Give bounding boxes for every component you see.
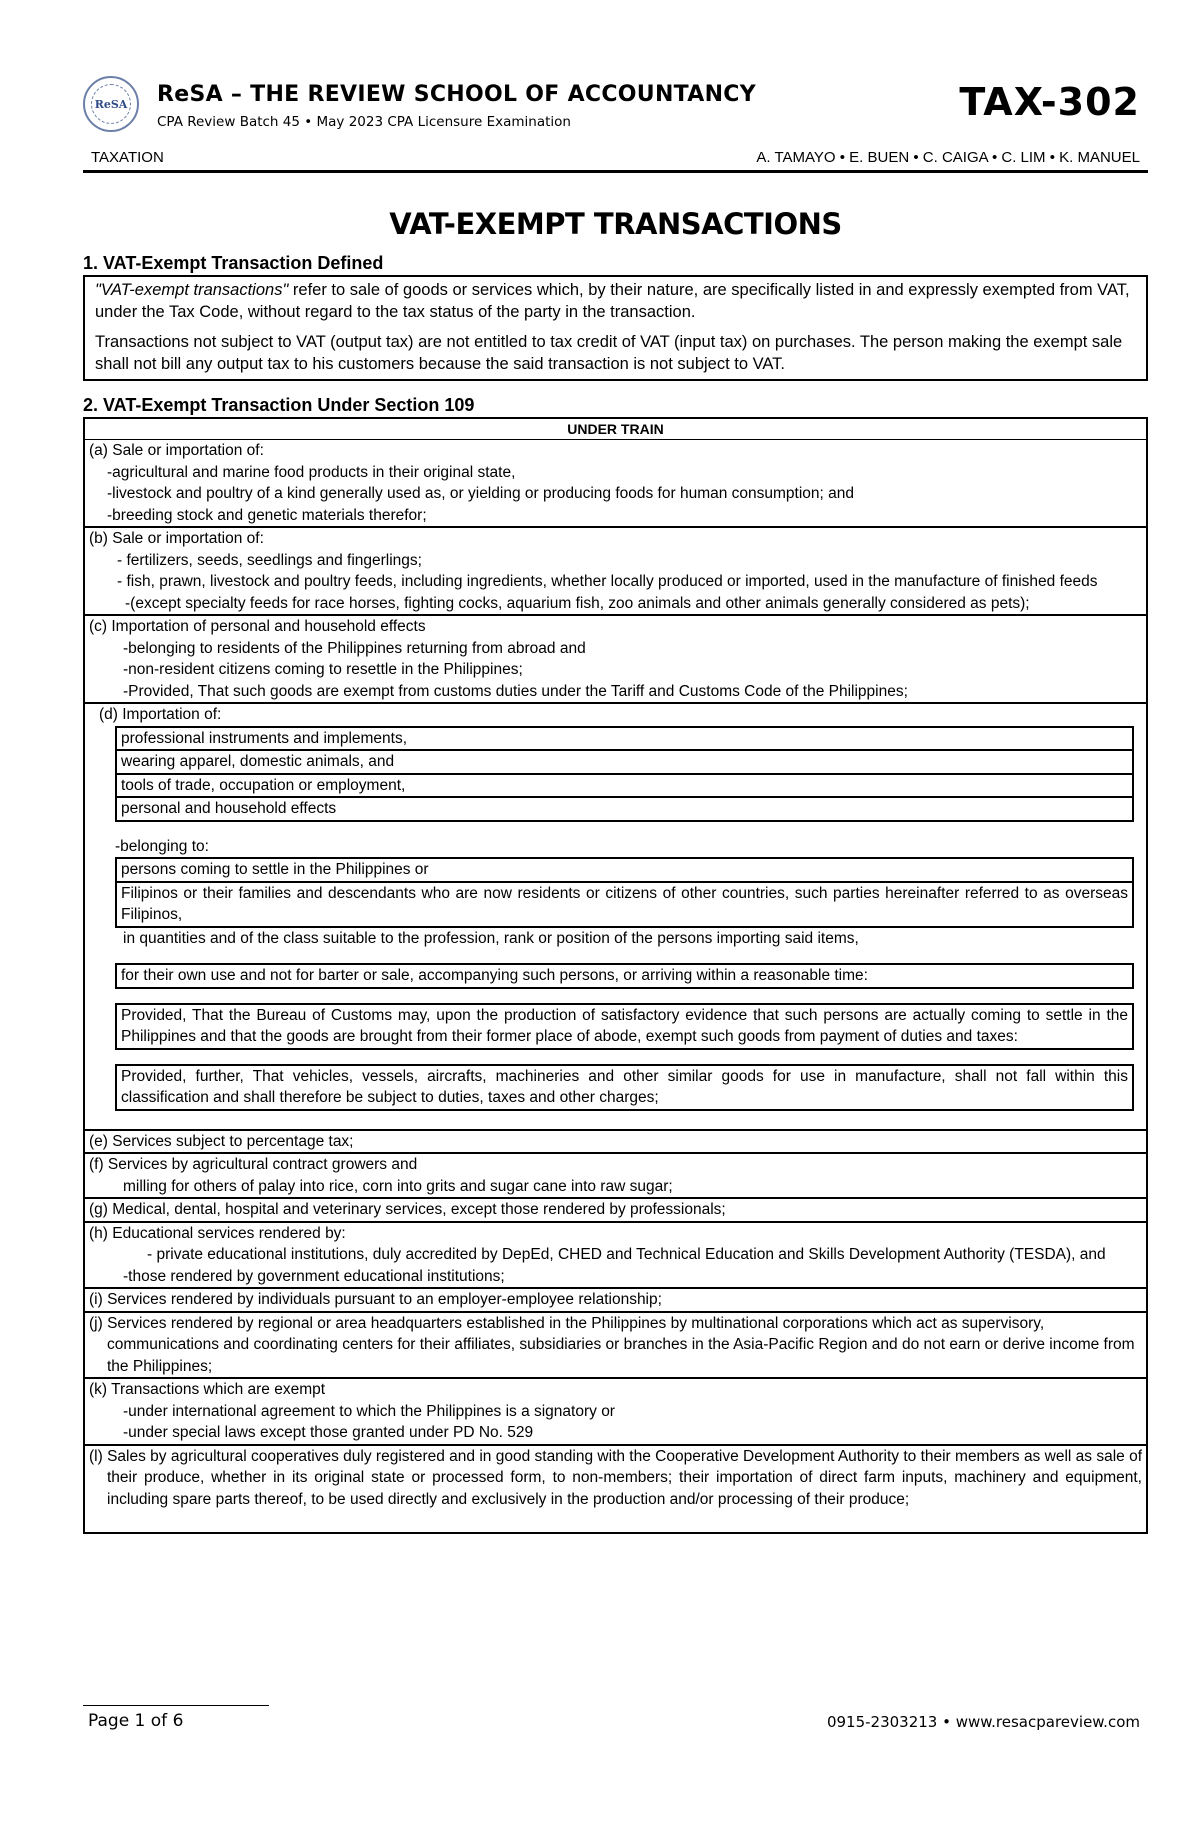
section1-heading: 1. VAT-Exempt Transaction Defined — [83, 253, 384, 273]
row-b-line: - fish, prawn, livestock and poultry feeds, including ingredients, whether locally produced or imported, used in the manufacture of finished feeds — [117, 573, 1098, 590]
proviso-vehicles-box: Provided, further, That vehicles, vessels, aircrafts, machineries and other similar goods for use in manufacture, shall not fall within this classification and shall therefore be subject to duties, taxes and other charges; — [115, 1064, 1134, 1111]
table-row-b — [85, 528, 1146, 616]
table-row-d — [85, 704, 1146, 1131]
row-f-line: milling for others of palay into rice, corn into grits and sugar cane into raw sugar; — [123, 1177, 673, 1195]
person-item: Filipinos or their families and descendants who are now residents or citizens of other countries, such parties hereinafter referred to as overseas Filipinos, — [121, 884, 1128, 923]
row-b-line: - fertilizers, seeds, seedlings and fingerlings; — [117, 551, 422, 569]
definition-paragraph — [95, 279, 1136, 323]
row-c-head: (c) Importation of personal and household effects — [89, 618, 426, 635]
course-code: TAX-302 — [959, 80, 1140, 124]
row-c-line: -Provided, That such goods are exempt from customs duties under the Tariff and Customs Code of the Philippines; — [123, 682, 908, 700]
row-h-line: - private educational institutions, duly accredited by DepEd, CHED and Technical Education and Skills Development Authority (TESDA), and — [147, 1246, 1106, 1263]
import-item: wearing apparel, domestic animals, and — [117, 751, 1132, 775]
definition-text: refer to sale of goods or services which, by their nature, are specifically listed in and expressly exempted from VAT, under the Tax Code, without regard to the tax status of the party in the transaction. — [95, 281, 1130, 321]
table-row-k — [85, 1379, 1146, 1446]
defined-term: "VAT-exempt transactions" — [95, 281, 289, 299]
table-row-h — [85, 1223, 1146, 1290]
exemptions-table — [83, 417, 1148, 1534]
quantities-text: in quantities and of the class suitable to the profession, rank or position of the persons importing said items, — [123, 929, 859, 947]
table-row-l: (l) Sales by agricultural cooperatives duly registered and in good standing with the Cooperative Development Authority to their members as well as sale of their produce, whether in its original state or processed form, to non-members; their importation of direct farm inputs, machinery and equipment, including spare parts thereof, to be used directly and exclusively in the production and/or processing of their produce; — [89, 1447, 1142, 1508]
table-row-g: (g) Medical, dental, hospital and veterinary services, except those rendered by professionals; — [85, 1199, 1146, 1223]
import-item: personal and household effects — [121, 800, 337, 817]
table-header: UNDER TRAIN — [85, 419, 1146, 440]
row-k-head: (k) Transactions which are exempt — [89, 1381, 326, 1398]
table-row-a — [85, 440, 1146, 528]
contact-info: 0915-2303213 • www.resacpareview.com — [826, 1713, 1140, 1731]
table-row-j: (j) Services rendered by regional or area headquarters established in the Philippines by multinational corporations which act as supervisory, communications and coordinating centers for their affiliates, subsidiaries or branches in the Asia-Pacific Region and do not earn or derive income from the Philippines; — [85, 1313, 1146, 1380]
row-a-line: -agricultural and marine food products in their original state, — [107, 463, 516, 481]
import-item: tools of trade, occupation or employment, — [117, 775, 1132, 799]
row-d-head: (d) Importation of: — [99, 706, 222, 723]
subheader-bar — [83, 148, 1148, 173]
resa-seal-logo — [83, 76, 139, 132]
definition-box — [83, 275, 1148, 381]
page-number: Page 1 of 6 — [88, 1711, 184, 1731]
seal-text: ReSA — [91, 84, 131, 124]
school-name: ReSA – THE REVIEW SCHOOL OF ACCOUNTANCY — [157, 82, 756, 107]
belonging-label: -belonging to: — [115, 837, 209, 855]
row-h-head: (h) Educational services rendered by: — [89, 1224, 346, 1242]
import-items-box — [115, 726, 1134, 822]
row-a-line: -breeding stock and genetic materials therefor; — [107, 506, 427, 524]
table-row-i: (i) Services rendered by individuals pursuant to an employer-employee relationship; — [85, 1289, 1146, 1313]
footer-rule — [83, 1705, 269, 1706]
row-c-line: -non-resident citizens coming to resettle in the Philippines; — [123, 661, 523, 678]
row-k-line: -under special laws except those granted under PD No. 529 — [123, 1424, 534, 1441]
proviso-customs-box: Provided, That the Bureau of Customs may, upon the production of satisfactory evidence that such persons are actually coming to settle in the Philippines and that the goods are brought from their former place of abode, exempt such goods from payment of duties and taxes: — [115, 1003, 1134, 1050]
section2-heading: 2. VAT-Exempt Transaction Under Section 109 — [83, 395, 475, 415]
row-a-head: (a) Sale or importation of: — [89, 442, 264, 459]
subject-label: TAXATION — [91, 149, 164, 166]
person-item: persons coming to settle in the Philippines or — [117, 859, 1132, 883]
row-f-head: (f) Services by agricultural contract growers and — [89, 1156, 418, 1173]
row-k-line: -under international agreement to which the Philippines is a signatory or — [123, 1402, 615, 1420]
row-b-head: (b) Sale or importation of: — [89, 530, 264, 547]
page-header — [83, 66, 1148, 146]
row-c-line: -belonging to residents of the Philippines returning from abroad and — [123, 639, 586, 657]
page-title: VAT-EXEMPT TRANSACTIONS — [389, 207, 842, 241]
own-use-box: for their own use and not for barter or sale, accompanying such persons, or arriving within a reasonable time: — [115, 963, 1134, 989]
persons-box — [115, 857, 1134, 928]
import-item: professional instruments and implements, — [117, 728, 1132, 752]
document-page — [83, 66, 1148, 1534]
table-row-f — [85, 1154, 1146, 1199]
batch-info: CPA Review Batch 45 • May 2023 CPA Licensure Examination — [157, 114, 571, 130]
table-row-e: (e) Services subject to percentage tax; — [85, 1131, 1146, 1155]
row-a-line: -livestock and poultry of a kind generally used as, or yielding or producing foods for human consumption; and — [107, 485, 855, 502]
input-tax-paragraph: Transactions not subject to VAT (output tax) are not entitled to tax credit of VAT (input tax) on purchases. The person making the exempt sale shall not bill any output tax to his customers because the said transaction is not subject to VAT. — [95, 333, 1123, 373]
row-b-line: -(except specialty feeds for race horses, fighting cocks, aquarium fish, zoo animals and other animals generally considered as pets); — [125, 594, 1030, 612]
authors-label: A. TAMAYO • E. BUEN • C. CAIGA • C. LIM • K. MANUEL — [756, 149, 1140, 166]
row-h-line: -those rendered by government educational institutions; — [123, 1267, 505, 1285]
table-row-c — [85, 616, 1146, 704]
